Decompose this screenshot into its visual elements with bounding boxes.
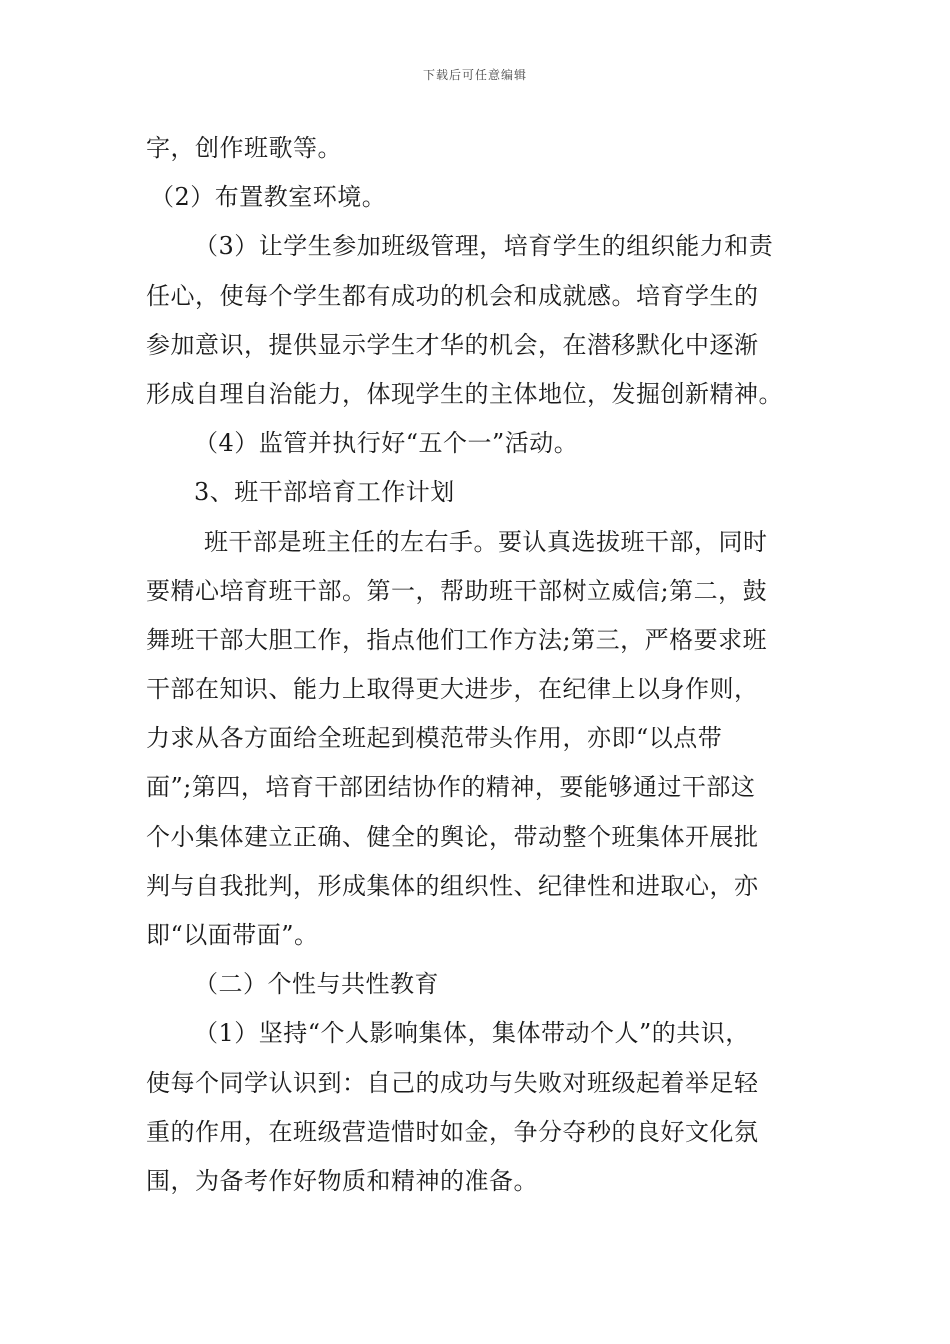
text-line: 参加意识，提供显示学生才华的机会，在潜移默化中逐渐 xyxy=(146,330,759,359)
page-header: 下载后可任意编辑 xyxy=(422,68,527,82)
text-line: 班干部是班主任的左右手。要认真选拔班干部，同时 xyxy=(204,527,768,556)
text-line: （4）监管并执行好“五个一”活动。 xyxy=(194,429,579,458)
text-line: 形成自理自治能力，体现学生的主体地位，发掘创新精神。 xyxy=(146,379,783,408)
section-heading: 3、班干部培育工作计划 xyxy=(194,478,455,507)
text-line: 要精心培育班干部。第一，帮助班干部树立威信;第二，鼓 xyxy=(146,576,768,605)
text-line: 任心，使每个学生都有成功的机会和成就感。培育学生的 xyxy=(146,281,759,310)
text-line: 干部在知识、能力上取得更大进步，在纪律上以身作则， xyxy=(146,675,759,704)
text-line: 个小集体建立正确、健全的舆论，带动整个班集体开展批 xyxy=(146,822,759,851)
text-line: （1）坚持“个人影响集体，集体带动个人”的共识， xyxy=(194,1019,750,1048)
text-line: 字，创作班歌等。 xyxy=(146,134,342,162)
section-heading: （二）个性与共性教育 xyxy=(194,970,439,999)
text-line: 判与自我批判，形成集体的组织性、纪律性和进取心，亦 xyxy=(146,871,759,900)
document-body xyxy=(146,124,808,1206)
text-line: 舞班干部大胆工作，指点他们工作方法;第三，严格要求班 xyxy=(146,625,768,654)
text-line: （3）让学生参加班级管理，培育学生的组织能力和责 xyxy=(194,232,774,261)
text-line: 面”;第四，培育干部团结协作的精神，要能够通过干部这 xyxy=(146,773,756,802)
text-line: （2）布置教室环境。 xyxy=(150,183,387,212)
text-line: 重的作用，在班级营造惜时如金，争分夺秒的良好文化氛 xyxy=(146,1117,759,1146)
text-line: 使每个同学认识到：自己的成功与失败对班级起着举足轻 xyxy=(146,1068,759,1097)
text-line: 力求从各方面给全班起到模范带头作用，亦即“以点带 xyxy=(146,724,723,753)
text-line: 即“以面带面”。 xyxy=(146,921,319,949)
text-line: 围，为备考作好物质和精神的准备。 xyxy=(146,1166,538,1195)
